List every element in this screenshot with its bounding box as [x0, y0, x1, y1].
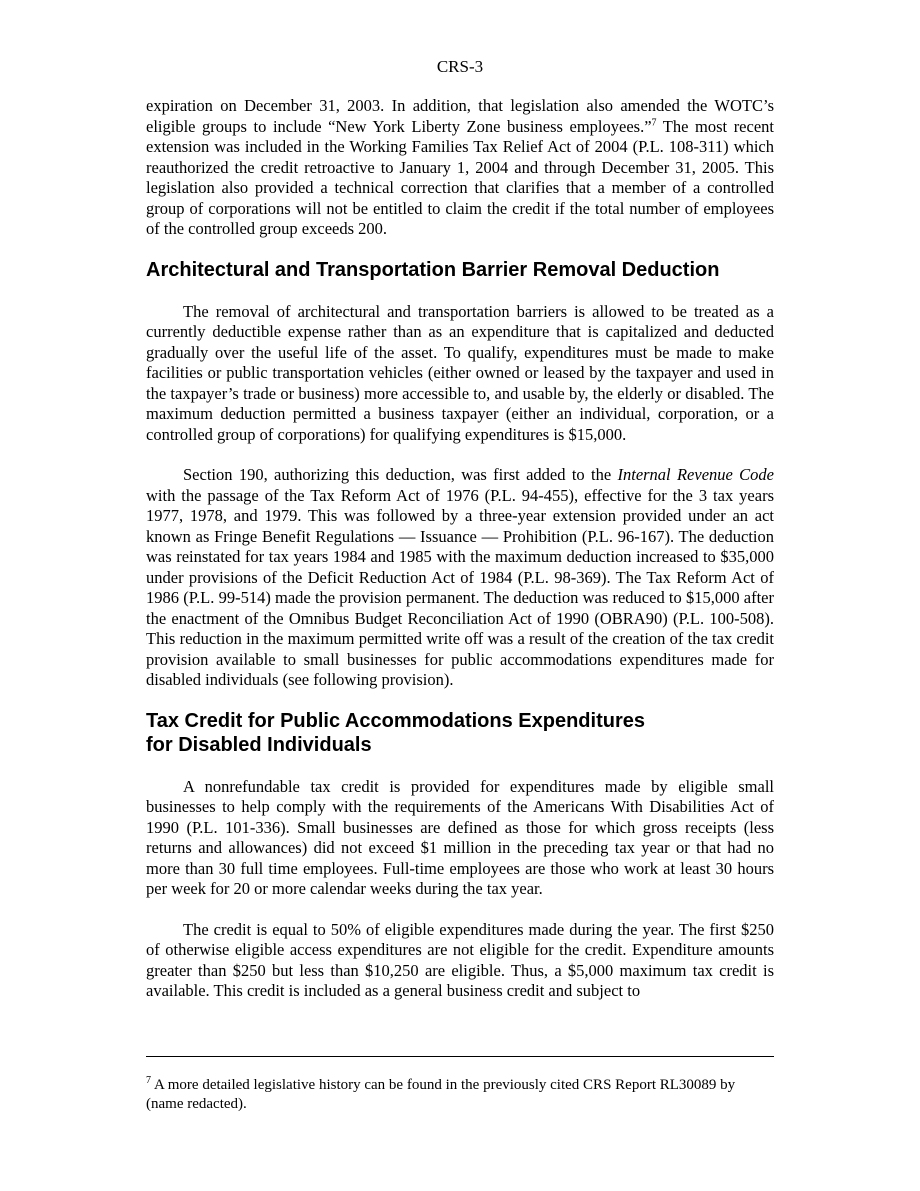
page-body — [146, 96, 774, 1002]
footnote-mark: 7 — [146, 1075, 151, 1086]
barrier-removal-paragraph-2 — [146, 465, 774, 691]
footnote-reference[interactable]: 7 — [651, 117, 657, 128]
heading-line-2: for Disabled Individuals — [146, 733, 372, 756]
paragraph-text: Section 190, authorizing this deduction, was first added to the — [183, 465, 618, 484]
tax-credit-paragraph-1: A nonrefundable tax credit is provided for expenditures made by eligible small businesses to help comply with the requirements of the Americans With Disabilities Act of 1990 (P.L. 101-336). Small businesses are defined as those for which gross receipts (less returns and allowances) did not exceed $1 million in the preceding tax year or that had no more than 30 full time employees. Full-time employees are those who work at least 30 hours per week for 20 or more calendar weeks during the tax year. — [146, 776, 774, 898]
intro-text-end: The most recent extension was included in the Working Families Tax Relief Act of 2004 (P.L. 108-311) which reauthorized the credit retroactive to January 1, 2004 and through December 31, 2005. This legislation also provided a technical correction that clarifies that a member of a controlled group of corporations will not be entitled to claim the credit if the total number of employees of the controlled group exceeds 200. — [146, 116, 774, 238]
heading-line-1: Tax Credit for Public Accommodations Expenditures — [146, 709, 645, 732]
intro-text-start: expiration on December 31, 2003. In addition, that legislation also amended the WOTC’s eligible groups to include “New York Liberty Zone business employees.” — [146, 96, 774, 136]
tax-credit-paragraph-2: The credit is equal to 50% of eligible expenditures made during the year. The first $250 of otherwise eligible access expenditures are not eligible for the credit. Expenditure amounts greater than $250 but less than $10,250 are eligible. Thus, a $5,000 maximum tax credit is available. This credit is included as a general business credit and subject to — [146, 919, 774, 1000]
footnote-text: A more detailed legislative history can be found in the previously cited CRS Report RL30089 by (name redacted). — [146, 1077, 736, 1112]
code-title: Internal Revenue Code — [617, 465, 775, 484]
paragraph-text: with the passage of the Tax Reform Act of 1976 (P.L. 94-455), effective for the 3 tax years 1977, 1978, and 1979. This was followed by a three-year extension provided under an act known as Fringe Benefit Regulations — Issuance — Prohibition (P.L. 96-167). The deduction was reinstated for tax years 1984 and 1985 with the maximum deduction increased to $35,000 under provisions of the Deficit Reduction Act of 1984 (P.L. 98-369). The Tax Reform Act of 1986 (P.L. 99-514) made the provision permanent. The deduction was reduced to $15,000 after the enactment of the Omnibus Budget Reconciliation Act of 1990 (OBRA90) (P.L. 100-508). This reduction in the maximum permitted write off was a result of the creation of the tax credit provision available to small businesses for public accommodations expenditures made for disabled individuals (see following provision). — [146, 485, 774, 689]
page-number: CRS-3 — [436, 57, 484, 76]
section-heading-barrier-removal: Architectural and Transportation Barrier Removal Deduction — [146, 258, 720, 281]
footnote-divider — [146, 1056, 774, 1057]
barrier-removal-paragraph-1: The removal of architectural and transportation barriers is allowed to be treated as a currently deductible expense rather than as an expenditure that is capitalized and deducted gradually over the useful life of the asset. To qualify, expenditures must be made to make facilities or public transportation vehicles (either owned or leased by the taxpayer and used in the taxpayer’s trade or business) more accessible to, and usable by, the elderly or disabled. The maximum deduction permitted a business taxpayer (either an individual, corporation, or a controlled group of corporations) for qualifying expenditures is $15,000. — [146, 301, 774, 444]
intro-paragraph — [146, 96, 774, 240]
section-heading-tax-credit — [146, 709, 774, 757]
footnote — [146, 1076, 774, 1114]
page-header — [0, 57, 920, 77]
